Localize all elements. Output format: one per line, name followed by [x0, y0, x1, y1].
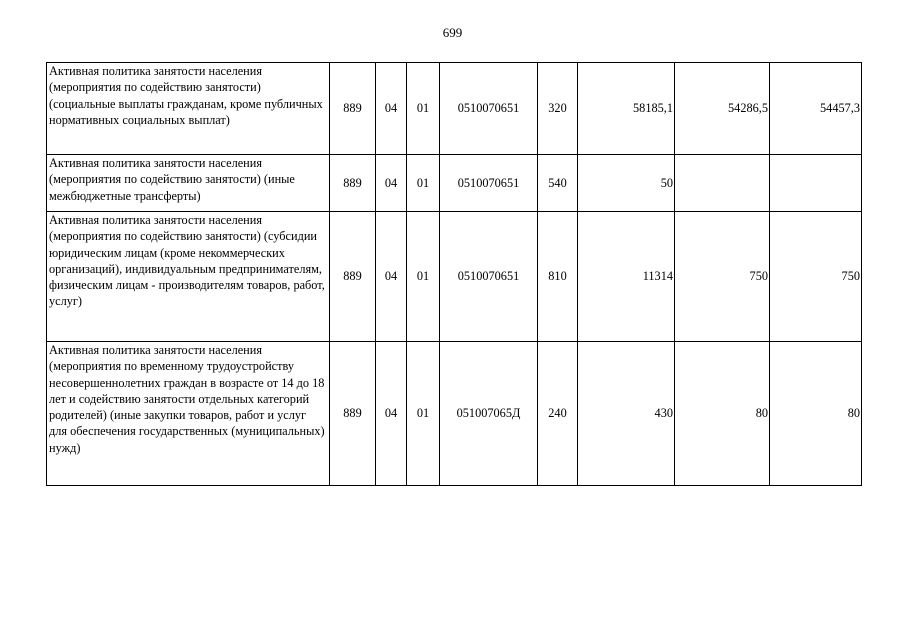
section-code: 04 [376, 63, 407, 155]
page-number: 699 [442, 25, 463, 40]
amount-2: 750 [675, 212, 770, 342]
amount-1: 50 [578, 155, 675, 212]
row-description: Активная политика занятости населения (мероприятия по содействию занятости) (иные межбюджетные трансферты) [47, 155, 330, 212]
amount-2 [675, 155, 770, 212]
table-row [47, 155, 862, 212]
amount-3: 750 [770, 212, 862, 342]
table-row [47, 342, 862, 486]
section-code: 04 [376, 212, 407, 342]
ministry-code: 889 [330, 212, 376, 342]
expense-type-code: 540 [538, 155, 578, 212]
expense-type-code: 320 [538, 63, 578, 155]
section-code: 04 [376, 342, 407, 486]
amount-1: 430 [578, 342, 675, 486]
table-row [47, 63, 862, 155]
ministry-code: 889 [330, 155, 376, 212]
amount-1: 11314 [578, 212, 675, 342]
amount-2: 80 [675, 342, 770, 486]
row-description: Активная политика занятости населения (мероприятия по содействию занятости) (социальные выплаты гражданам, кроме публичных нормативных социальных выплат) [47, 63, 330, 155]
budget-table [46, 62, 862, 486]
expense-type-code: 240 [538, 342, 578, 486]
subsection-code: 01 [407, 155, 440, 212]
row-description: Активная политика занятости населения (мероприятия по временному трудоустройству несовершеннолетних граждан в возрасте от 14 до 18 лет и содействию занятости отдельных категорий родителей) (иные закупки товаров, работ и услуг для обеспечения государственных (муниципальных) нужд) [47, 342, 330, 486]
target-article-code: 0510070651 [440, 212, 538, 342]
expense-type-code: 810 [538, 212, 578, 342]
target-article-code: 0510070651 [440, 155, 538, 212]
amount-1: 58185,1 [578, 63, 675, 155]
subsection-code: 01 [407, 212, 440, 342]
subsection-code: 01 [407, 342, 440, 486]
row-description: Активная политика занятости населения (мероприятия по содействию занятости) (субсидии юридическим лицам (кроме некоммерческих организаций), индивидуальным предпринимателям, физическим лицам - производителям товаров, работ, услуг) [47, 212, 330, 342]
target-article-code: 0510070651 [440, 63, 538, 155]
amount-2: 54286,5 [675, 63, 770, 155]
section-code: 04 [376, 155, 407, 212]
table-row [47, 212, 862, 342]
amount-3: 80 [770, 342, 862, 486]
amount-3: 54457,3 [770, 63, 862, 155]
subsection-code: 01 [407, 63, 440, 155]
ministry-code: 889 [330, 63, 376, 155]
amount-3 [770, 155, 862, 212]
ministry-code: 889 [330, 342, 376, 486]
target-article-code: 051007065Д [440, 342, 538, 486]
